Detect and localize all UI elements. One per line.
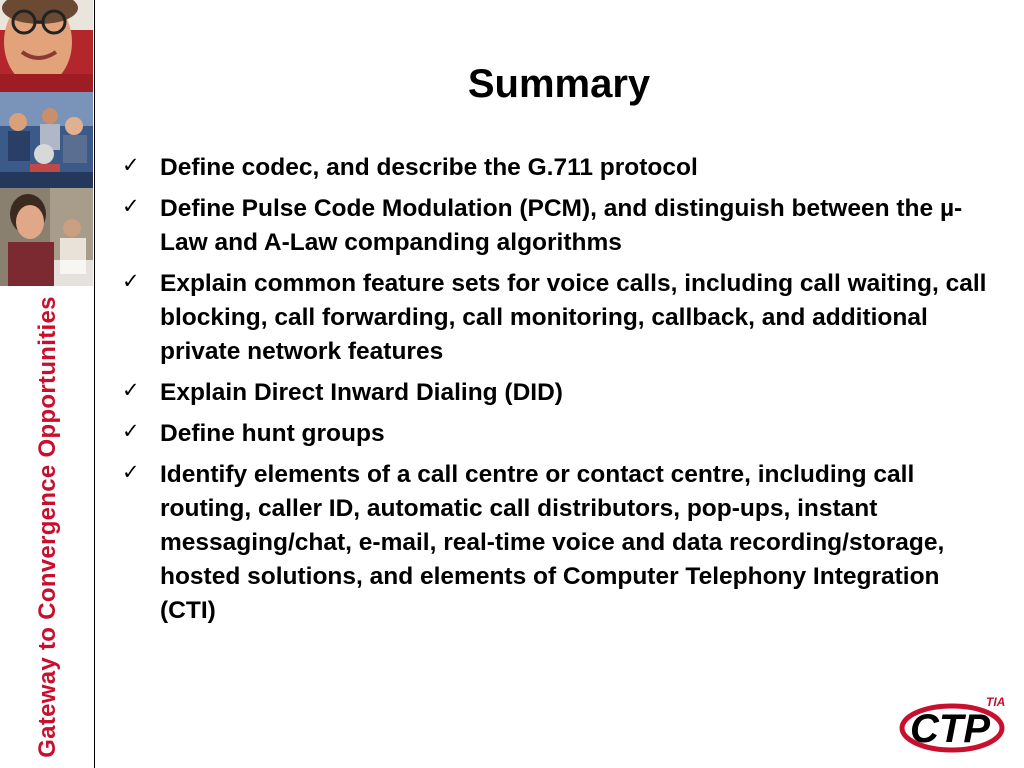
checkmark-icon: ✓ [122, 420, 140, 443]
photo-smiling-woman [0, 188, 93, 286]
bullet-text: Explain Direct Inward Dialing (DID) [160, 379, 563, 406]
list-item [122, 417, 1002, 451]
photo-man-with-glasses [0, 0, 93, 92]
bullet-text: Identify elements of a call centre or contact centre, including call routing, caller ID, automatic call distributors, pop-ups, instant messaging/chat, e-mail, real-time voice and data recording/storage, hosted solutions, and elements of Computer Telephony Integration (CTI) [160, 461, 945, 624]
checkmark-icon: ✓ [122, 461, 140, 484]
sidebar [0, 0, 95, 768]
list-item [122, 192, 1002, 260]
bullet-list [122, 151, 1002, 635]
list-item [122, 376, 1002, 410]
checkmark-icon: ✓ [122, 379, 140, 402]
bullet-text: Define Pulse Code Modulation (PCM), and distinguish between the µ-Law and A-Law companding algorithms [160, 195, 963, 256]
bullet-text: Define hunt groups [160, 420, 385, 447]
logo-wordmark: CTP [910, 707, 990, 751]
checkmark-icon: ✓ [122, 154, 140, 177]
list-item [122, 458, 1002, 628]
ctp-logo [898, 694, 1012, 756]
sidebar-vertical-tagline: Gateway to Convergence Opportunities [34, 296, 61, 758]
bullet-text: Define codec, and describe the G.711 protocol [160, 154, 698, 181]
list-item [122, 151, 1002, 185]
checkmark-icon: ✓ [122, 270, 140, 293]
slide-title: Summary [467, 62, 651, 106]
logo-superscript: TIA [986, 695, 1006, 709]
list-item [122, 267, 1002, 369]
checkmark-icon: ✓ [122, 195, 140, 218]
bullet-text: Explain common feature sets for voice calls, including call waiting, call blocking, call forwarding, call monitoring, callback, and additional private network features [160, 270, 987, 365]
photo-classroom-group [0, 92, 93, 188]
